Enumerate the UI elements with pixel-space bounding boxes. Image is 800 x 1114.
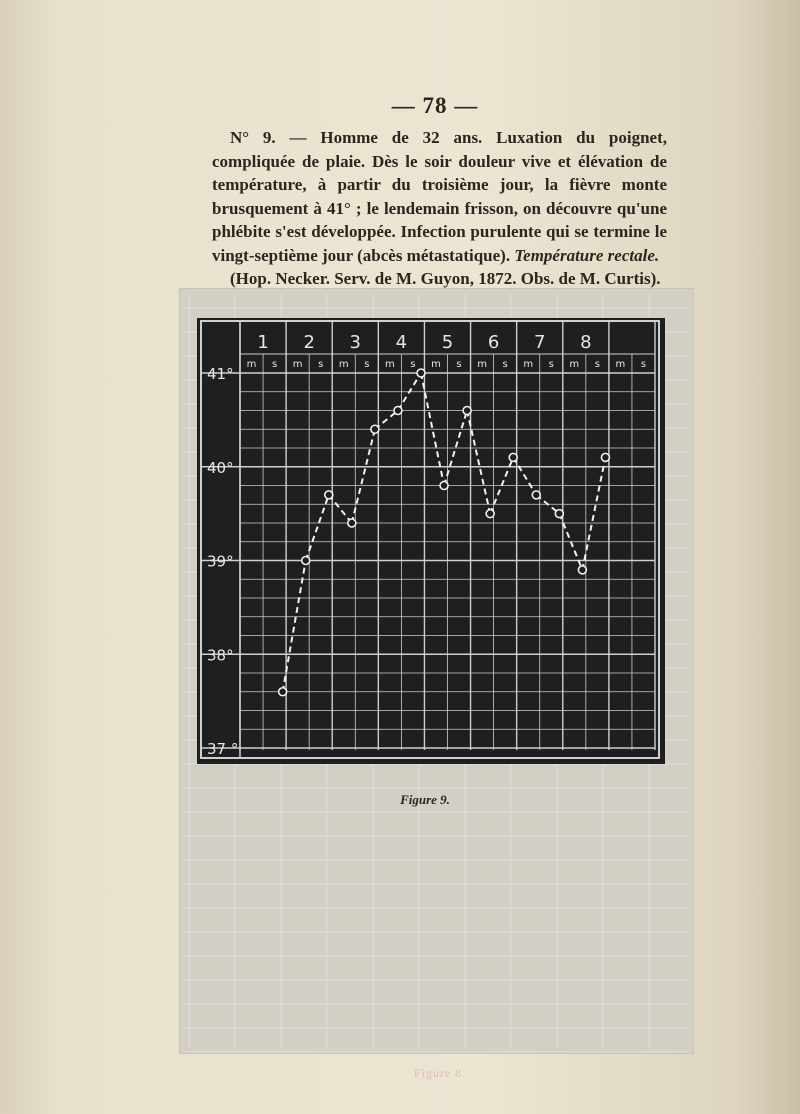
y-tick-label: 37 ° xyxy=(207,740,239,758)
temperature-point xyxy=(463,407,471,415)
temperature-point xyxy=(578,566,586,574)
temperature-point xyxy=(279,688,287,696)
subperiod-label: m xyxy=(384,359,395,370)
temperature-point xyxy=(532,491,540,499)
subperiod-label: s xyxy=(364,359,370,370)
case-emphasis: Température rectale. xyxy=(514,245,660,265)
subperiod-label: m xyxy=(292,359,303,370)
case-description xyxy=(212,126,667,291)
temperature-point xyxy=(417,369,425,377)
temperature-point xyxy=(325,491,333,499)
temperature-point xyxy=(371,425,379,433)
subperiod-label: s xyxy=(271,359,278,370)
temperature-chart xyxy=(197,318,665,764)
case-source: (Hop. Necker. Serv. de M. Guyon, 1872. Obs. de M. Curtis). xyxy=(230,269,661,288)
temperature-point xyxy=(601,453,609,461)
y-tick-label: 39° xyxy=(207,552,234,571)
subperiod-label: s xyxy=(594,359,600,370)
subperiod-label: s xyxy=(640,359,647,370)
subperiod-label: m xyxy=(338,359,349,370)
subperiod-label: s xyxy=(548,359,554,370)
day-label: 6 xyxy=(487,332,500,353)
case-text: Luxation du poignet, compliquée de plaie. Dès le soir douleur vive et élévation de température, à partir du troisième jour, la fièvre monte brusquement à 41° ; le lendemain frisson, on découvre qu'une phlébite s'est développée. Infection purulente qui se termine le vingt-septième jour (abcès métastatique). xyxy=(212,128,667,265)
temperature-point xyxy=(394,407,402,415)
y-tick-label: 38° xyxy=(207,646,234,665)
subperiod-label: m xyxy=(431,359,441,370)
day-label: 5 xyxy=(441,332,454,353)
temperature-point xyxy=(486,510,494,518)
day-label: 1 xyxy=(257,332,269,353)
day-label: 4 xyxy=(395,332,408,353)
y-tick-label: 40° xyxy=(207,458,234,477)
temperature-point xyxy=(348,519,356,527)
y-tick-label: 41° xyxy=(207,365,234,383)
subperiod-label: m xyxy=(615,359,626,370)
temperature-point xyxy=(555,510,563,518)
day-label: 2 xyxy=(303,332,315,353)
subperiod-label: m xyxy=(477,359,487,370)
day-label: 3 xyxy=(349,332,362,353)
temperature-point xyxy=(302,557,310,565)
page-number: — 78 — xyxy=(391,93,479,118)
subperiod-label: m xyxy=(246,359,257,370)
case-intro: N° 9. — Homme de 32 ans. xyxy=(230,128,483,147)
figure-caption: Figure 9. xyxy=(400,792,450,807)
subperiod-label: m xyxy=(523,359,534,370)
subperiod-label: m xyxy=(569,359,580,370)
day-label: 7 xyxy=(533,332,546,353)
ghost-caption: Figure 8. xyxy=(413,1066,467,1080)
subperiod-label: s xyxy=(456,359,462,370)
day-label: 8 xyxy=(580,332,592,353)
temperature-point xyxy=(440,482,448,490)
subperiod-label: s xyxy=(410,359,416,370)
temperature-point xyxy=(509,453,517,461)
subperiod-label: s xyxy=(318,359,324,370)
subperiod-label: s xyxy=(502,359,508,370)
